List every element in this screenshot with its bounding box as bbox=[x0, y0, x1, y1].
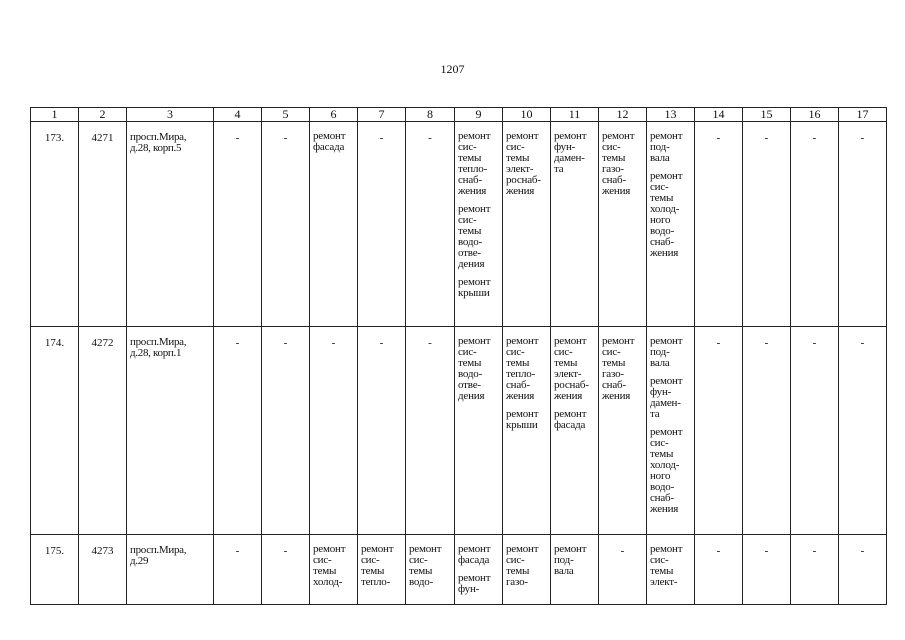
page-number: 1207 bbox=[440, 62, 465, 76]
column-header: 11 bbox=[551, 108, 599, 122]
column-header: 7 bbox=[358, 108, 406, 122]
work-cell-col-11 bbox=[551, 535, 599, 605]
work-item: ремонт сис- темы холод- ного водо- снаб- жения bbox=[650, 426, 683, 515]
empty-cell-col-14: - bbox=[695, 122, 743, 327]
column-header: 16 bbox=[791, 108, 839, 122]
row-number-cell: 173. bbox=[31, 122, 79, 327]
work-cell-col-12 bbox=[599, 122, 647, 327]
empty-cell-col-4: - bbox=[214, 122, 262, 327]
work-cell-col-6 bbox=[310, 535, 358, 605]
work-cell-col-12 bbox=[599, 327, 647, 535]
row-number-cell: 175. bbox=[31, 535, 79, 605]
work-item: ремонт фун- bbox=[458, 572, 491, 595]
empty-cell-col-4: - bbox=[214, 327, 262, 535]
empty-cell-col-7: - bbox=[358, 327, 406, 535]
row-number-cell: 174. bbox=[31, 327, 79, 535]
building-code-cell: 4272 bbox=[79, 327, 127, 535]
table-body bbox=[31, 122, 887, 605]
empty-cell-col-16: - bbox=[791, 535, 839, 605]
work-cell-col-11 bbox=[551, 327, 599, 535]
column-header: 1 bbox=[31, 108, 79, 122]
empty-cell-col-8: - bbox=[406, 327, 455, 535]
column-header: 10 bbox=[503, 108, 551, 122]
work-cell-col-13 bbox=[647, 122, 695, 327]
empty-cell-col-16: - bbox=[791, 327, 839, 535]
column-header: 3 bbox=[127, 108, 214, 122]
work-item: ремонт под- вала bbox=[554, 543, 587, 577]
column-header: 12 bbox=[599, 108, 647, 122]
work-item: ремонт сис- темы холод- bbox=[313, 543, 346, 588]
work-item: ремонт сис- темы газо- снаб- жения bbox=[602, 130, 635, 197]
empty-cell-col-14: - bbox=[695, 327, 743, 535]
empty-cell-col-16: - bbox=[791, 122, 839, 327]
address-cell: просп.Мира, д.29 bbox=[127, 535, 214, 605]
work-item: ремонт сис- темы водо- отве- дения bbox=[458, 203, 491, 270]
building-code-cell: 4273 bbox=[79, 535, 127, 605]
work-item: ремонт фасада bbox=[554, 408, 587, 431]
empty-cell-col-15: - bbox=[743, 535, 791, 605]
column-header: 14 bbox=[695, 108, 743, 122]
work-item: ремонт под- вала bbox=[650, 335, 683, 369]
work-item: ремонт фун- дамен- та bbox=[554, 130, 587, 175]
table-row bbox=[31, 535, 887, 605]
work-item: ремонт сис- темы газо- bbox=[506, 543, 539, 588]
column-header: 13 bbox=[647, 108, 695, 122]
table-row bbox=[31, 327, 887, 535]
header-row bbox=[31, 108, 887, 122]
work-item: ремонт крыши bbox=[458, 276, 491, 299]
work-item: ремонт сис- темы элект- роснаб- жения bbox=[506, 130, 541, 197]
column-header: 15 bbox=[743, 108, 791, 122]
work-cell-col-9 bbox=[455, 122, 503, 327]
work-item: ремонт сис- темы холод- ного водо- снаб- жения bbox=[650, 170, 683, 259]
work-cell-col-10 bbox=[503, 535, 551, 605]
work-cell-col-13 bbox=[647, 535, 695, 605]
building-code-cell: 4271 bbox=[79, 122, 127, 327]
column-header: 8 bbox=[406, 108, 455, 122]
work-cell-col-11 bbox=[551, 122, 599, 327]
work-cell-col-9 bbox=[455, 327, 503, 535]
column-header: 4 bbox=[214, 108, 262, 122]
empty-cell-col-4: - bbox=[214, 535, 262, 605]
work-item: ремонт под- вала bbox=[650, 130, 683, 164]
work-cell-col-9 bbox=[455, 535, 503, 605]
work-item: ремонт сис- темы тепло- bbox=[361, 543, 394, 588]
address-cell: просп.Мира, д.28, корп.5 bbox=[127, 122, 214, 327]
address-cell: просп.Мира, д.28, корп.1 bbox=[127, 327, 214, 535]
empty-cell-col-12: - bbox=[599, 535, 647, 605]
column-header: 17 bbox=[839, 108, 887, 122]
empty-cell-col-7: - bbox=[358, 122, 406, 327]
column-header: 5 bbox=[262, 108, 310, 122]
empty-cell-col-17: - bbox=[839, 535, 887, 605]
work-cell-col-6 bbox=[310, 122, 358, 327]
work-cell-col-7 bbox=[358, 535, 406, 605]
empty-cell-col-6: - bbox=[310, 327, 358, 535]
empty-cell-col-15: - bbox=[743, 122, 791, 327]
empty-cell-col-14: - bbox=[695, 535, 743, 605]
work-item: ремонт фасада bbox=[458, 543, 491, 566]
column-header: 2 bbox=[79, 108, 127, 122]
work-item: ремонт сис- темы тепло- снаб- жения bbox=[506, 335, 539, 402]
empty-cell-col-8: - bbox=[406, 122, 455, 327]
work-cell-col-13 bbox=[647, 327, 695, 535]
column-header: 9 bbox=[455, 108, 503, 122]
work-cell-col-10 bbox=[503, 122, 551, 327]
work-cell-col-8 bbox=[406, 535, 455, 605]
repair-schedule-table bbox=[30, 107, 887, 605]
empty-cell-col-5: - bbox=[262, 535, 310, 605]
table-row bbox=[31, 122, 887, 327]
work-item: ремонт сис- темы водо- bbox=[409, 543, 442, 588]
empty-cell-col-17: - bbox=[839, 327, 887, 535]
work-item: ремонт фасада bbox=[313, 130, 346, 153]
empty-cell-col-17: - bbox=[839, 122, 887, 327]
column-header: 6 bbox=[310, 108, 358, 122]
work-cell-col-10 bbox=[503, 327, 551, 535]
empty-cell-col-5: - bbox=[262, 327, 310, 535]
work-item: ремонт сис- темы элект- роснаб- жения bbox=[554, 335, 589, 402]
work-item: ремонт сис- темы тепло- снаб- жения bbox=[458, 130, 491, 197]
work-item: ремонт сис- темы газо- снаб- жения bbox=[602, 335, 635, 402]
work-item: ремонт фун- дамен- та bbox=[650, 375, 683, 420]
work-item: ремонт сис- темы элект- bbox=[650, 543, 683, 588]
empty-cell-col-15: - bbox=[743, 327, 791, 535]
empty-cell-col-5: - bbox=[262, 122, 310, 327]
work-item: ремонт сис- темы водо- отве- дения bbox=[458, 335, 491, 402]
work-item: ремонт крыши bbox=[506, 408, 539, 431]
